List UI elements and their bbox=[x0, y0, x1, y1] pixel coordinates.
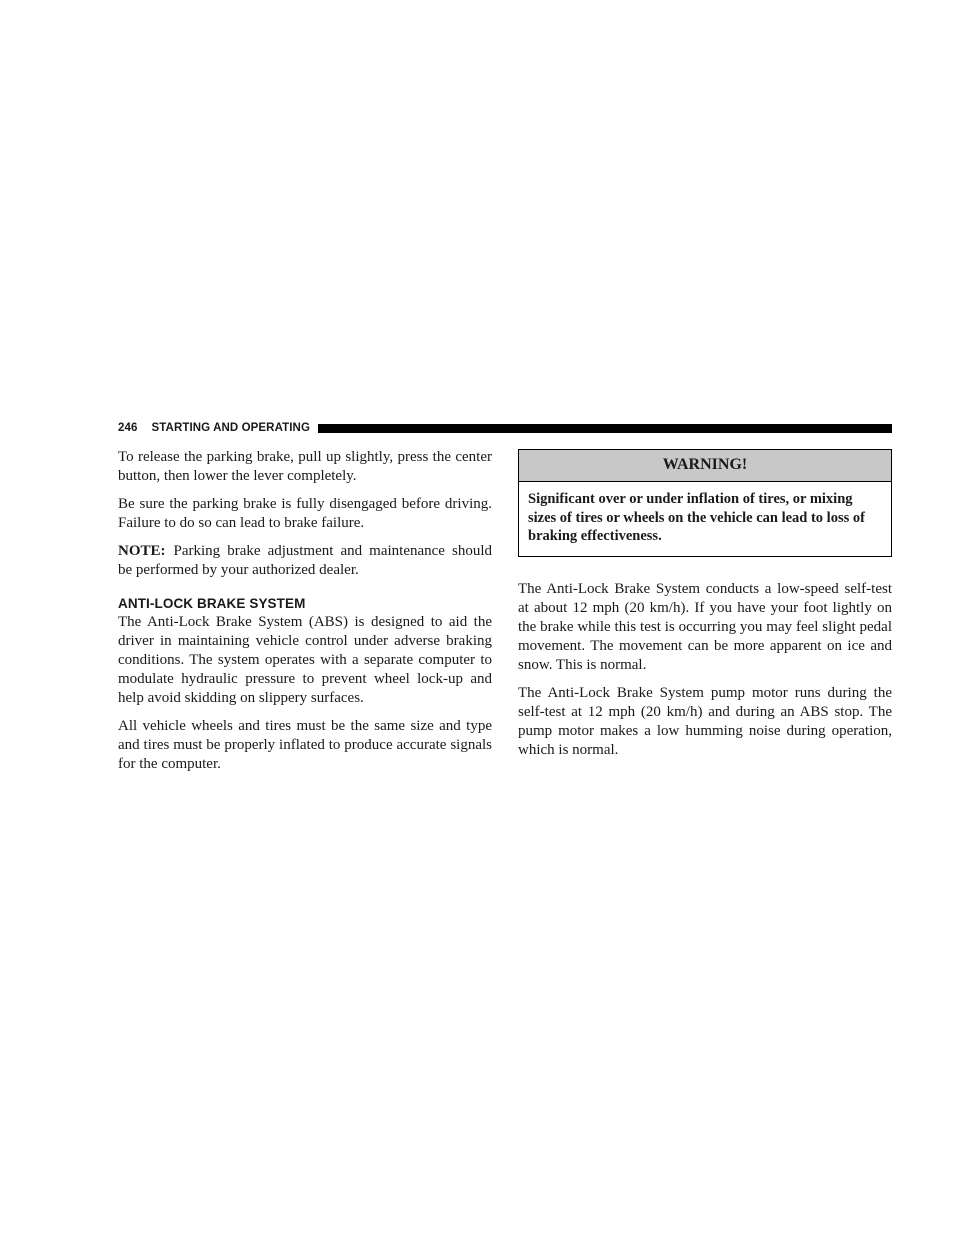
right-column bbox=[518, 448, 892, 769]
parking-brake-disengage-paragraph: Be sure the parking brake is fully disengaged before driving. Failure to do so can lead to brake failure. bbox=[118, 496, 492, 531]
note-text: Parking brake adjustment and maintenance should be performed by your authorized dealer. bbox=[118, 543, 492, 578]
section-title: STARTING AND OPERATING bbox=[151, 422, 311, 434]
parking-brake-release-paragraph: To release the parking brake, pull up slightly, press the center button, then lower the lever completely. bbox=[118, 449, 492, 484]
abs-pump-motor-paragraph: The Anti-Lock Brake System pump motor runs during the self-test at 12 mph (20 km/h) and during an ABS stop. The pump motor makes a low humming noise during operation, which is normal. bbox=[518, 684, 892, 758]
abs-self-test-paragraph: The Anti-Lock Brake System conducts a low-speed self-test at about 12 mph (20 km/h). If you have your foot lightly on the brake while this test is occurring you may feel slight pedal movement. The movement can be more apparent on ice and snow. This is normal. bbox=[518, 580, 892, 673]
warning-title: WARNING! bbox=[519, 450, 891, 482]
wheels-tires-paragraph: All vehicle wheels and tires must be the same size and type and tires must be properly inflated to produce accurate signals for the computer. bbox=[118, 718, 492, 772]
note-label: NOTE: bbox=[118, 543, 166, 559]
warning-box bbox=[518, 449, 892, 557]
page-header bbox=[118, 420, 892, 436]
header-rule bbox=[318, 424, 892, 433]
warning-text: Significant over or under inflation of tires, or mixing sizes of tires or wheels on the vehicle can lead to loss of braking effectiveness. bbox=[528, 491, 865, 544]
note-paragraph bbox=[118, 542, 492, 580]
page-number: 246 bbox=[118, 422, 138, 434]
left-column bbox=[118, 448, 492, 783]
abs-heading: ANTI-LOCK BRAKE SYSTEM bbox=[118, 596, 306, 611]
abs-description-paragraph: The Anti-Lock Brake System (ABS) is designed to aid the driver in maintaining vehicle control under adverse braking conditions. The system operates with a separate computer to modulate hydraulic pressure to prevent wheel lock-up and help avoid skidding on slippery surfaces. bbox=[118, 614, 492, 706]
